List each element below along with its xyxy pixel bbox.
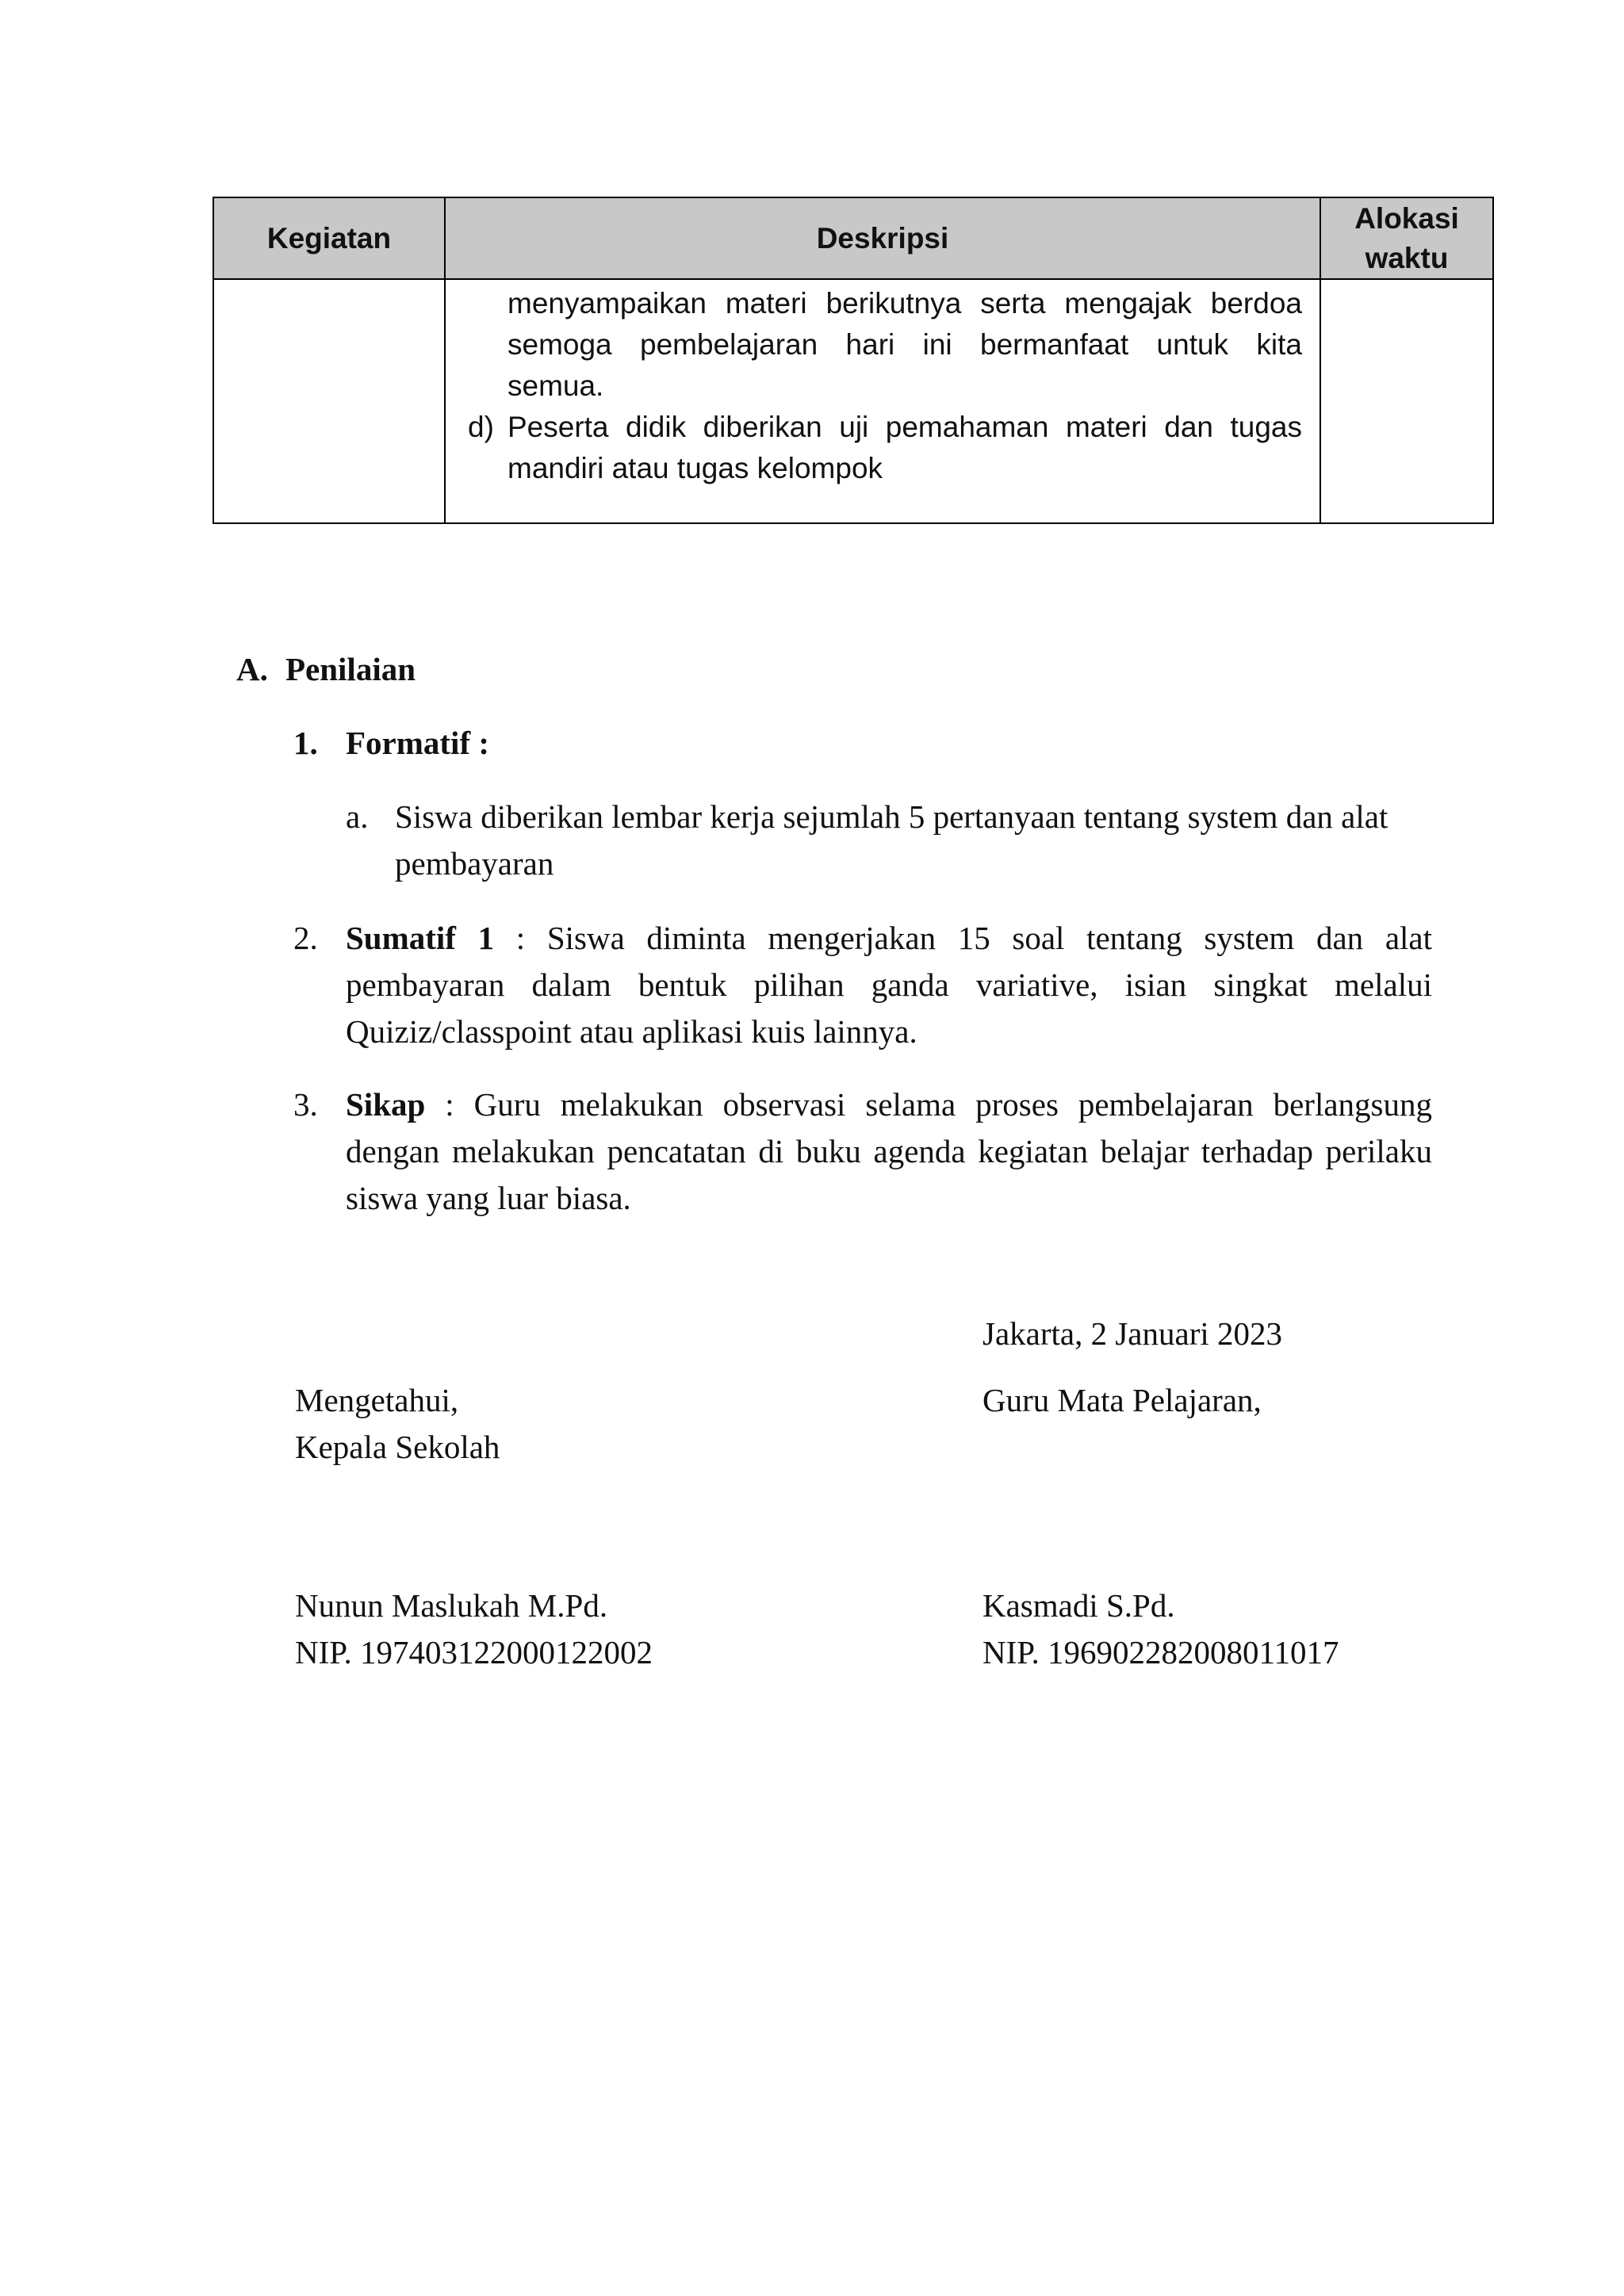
header-kegiatan: Kegiatan [213,197,445,279]
formatif-heading [293,720,1432,767]
right-signatory-nip: NIP. 196902282008011017 [982,1634,1339,1670]
formatif-number: 1. [293,725,318,761]
desc-item-d-marker: d) [468,411,494,443]
left-signatory-nip: NIP. 197403122000122002 [295,1634,653,1670]
section-title: Penilaian [285,651,416,687]
formatif-item-a [346,794,1432,887]
right-signatory-name: Kasmadi S.Pd. [982,1587,1175,1624]
left-signature-line2: Kepala Sekolah [295,1429,500,1465]
cell-alokasi-waktu [1320,279,1493,523]
formatif-item-a-marker: a. [346,798,369,835]
sumatif-body [346,915,1432,1055]
left-signatory-name: Nunun Maslukah M.Pd. [295,1587,608,1624]
table-header-row [213,197,1493,279]
section-heading-penilaian [236,646,416,693]
cell-deskripsi [445,279,1320,523]
sikap-text: : Guru melakukan observasi selama proses pembelajaran berlangsung dengan melakukan pencatatan di buku agenda kegiatan belajar terhadap perilaku siswa yang luar biasa. [346,1086,1432,1216]
desc-line-3: semua. [508,369,604,402]
sumatif-number: 2. [293,920,318,956]
sumatif-item [293,915,1432,1055]
sikap-body [346,1081,1432,1222]
desc-item-d-line2: mandiri atau tugas kelompok [508,452,883,484]
left-signature-line1: Mengetahui, [295,1382,459,1418]
header-alokasi-waktu: Alokasi waktu [1320,197,1493,279]
left-signature-title [295,1377,500,1471]
desc-item-d [468,407,1302,489]
sikap-label: Sikap [346,1086,426,1123]
desc-item-d-text [508,407,1302,489]
right-signature-title: Guru Mata Pelajaran, [982,1382,1262,1418]
desc-item-d-line1: Peserta didik diberikan uji pemahaman materi dan tugas [508,411,1302,443]
sumatif-text: : Siswa diminta mengerjakan 15 soal tentang system dan alat pembayaran dalam bentuk pilihan ganda variative, isian singkat melalui Quiziz/classpoint atau aplikasi kuis lainnya. [346,920,1432,1050]
section-marker: A. [236,651,268,687]
formatif-item-a-text: Siswa diberikan lembar kerja sejumlah 5 pertanyaan tentang system dan alat pembayaran [395,798,1388,882]
formatif-title: Formatif : [346,725,489,761]
sikap-item [293,1081,1432,1222]
place-date: Jakarta, 2 Januari 2023 [982,1315,1282,1352]
header-deskripsi: Deskripsi [445,197,1320,279]
table-row [213,279,1493,523]
sumatif-label: Sumatif 1 [346,920,495,956]
desc-line-2: semoga pembelajaran hari ini bermanfaat untuk kita [508,328,1302,361]
cell-kegiatan [213,279,445,523]
right-signatory [982,1582,1339,1676]
desc-line-1: menyampaikan materi berikutnya serta mengajak berdoa [508,287,1302,320]
sikap-number: 3. [293,1086,318,1123]
left-signatory [295,1582,653,1676]
activity-table [213,197,1494,524]
